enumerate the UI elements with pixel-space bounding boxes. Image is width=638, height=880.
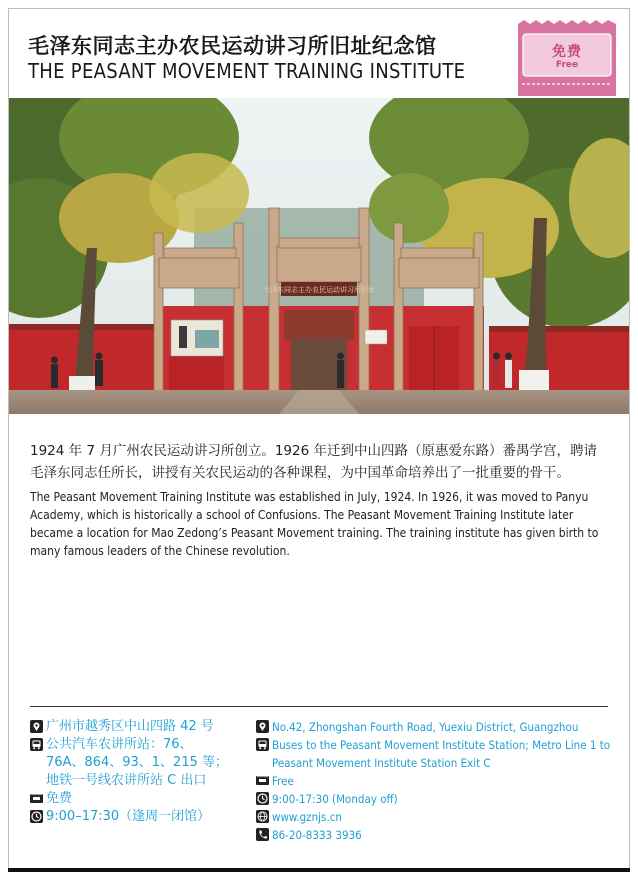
info-row-transit-zh	[30, 736, 230, 790]
hours-text-en: 9:00-17:30 (Monday off)	[272, 792, 398, 806]
globe-icon	[256, 810, 269, 823]
info-row-hours-en	[256, 790, 616, 808]
clock-icon	[256, 792, 269, 805]
info-row-admission-en	[256, 772, 616, 790]
free-ticket-badge	[516, 20, 618, 96]
institute-gate-photo	[9, 98, 629, 414]
ticket-icon	[30, 792, 43, 805]
bus-icon	[256, 738, 269, 751]
gate-plaque-text: 毛泽东同志主办农民运动讲习所旧址	[263, 286, 375, 294]
info-row-website	[256, 808, 616, 826]
address-text-zh: 广州市越秀区中山四路 42 号	[46, 719, 214, 734]
hours-text-zh: 9:00–17:30（逢周一闭馆）	[46, 809, 211, 824]
info-row-admission-zh	[30, 790, 230, 808]
admission-text-en: Free	[272, 774, 294, 788]
admission-text-zh: 免费	[46, 791, 73, 806]
bus-icon	[30, 738, 43, 751]
description-english: The Peasant Movement Training Institute was established in July, 1924. In 1926, it was moved to Panyu Academy, which is historically a school of Confusions. The Peasant Movement Training Institute later became a location for Mao Zedong’s Peasant Movement training. The training institute has given birth to many famous leaders of the Chinese revolution.	[30, 490, 599, 558]
info-row-address-zh	[30, 718, 230, 736]
clock-icon	[30, 810, 43, 823]
website-link[interactable]: www.gznjs.cn	[272, 810, 342, 824]
phone-number[interactable]: 86-20-8333 3936	[272, 828, 362, 842]
section-divider	[30, 706, 608, 707]
visitor-info-chinese	[30, 718, 230, 826]
location-icon	[30, 720, 43, 733]
page-title-english: THE PEASANT MOVEMENT TRAINING INSTITUTE	[28, 59, 466, 83]
info-row-hours-zh	[30, 808, 230, 826]
info-row-address-en	[256, 718, 616, 736]
location-icon	[256, 720, 269, 733]
ticket-label-english: Free	[555, 60, 579, 70]
bottom-border-bar	[8, 868, 630, 872]
ticket-label-chinese: 免费	[552, 44, 582, 60]
page-title-chinese: 毛泽东同志主办农民运动讲习所旧址纪念馆	[28, 34, 437, 58]
ticket-icon	[256, 774, 269, 787]
address-text-en: No.42, Zhongshan Fourth Road, Yuexiu District, Guangzhou	[272, 720, 579, 734]
transit-text-en: Buses to the Peasant Movement Institute Station; Metro Line 1 to Peasant Movement Institute Station Exit C	[272, 738, 611, 770]
transit-text-zh: 公共汽车农讲所站：76、76A、864、93、1、215 等；地铁一号线农讲所站 C 出口	[46, 737, 229, 788]
description-block	[30, 440, 608, 560]
visitor-info-english	[256, 718, 616, 844]
description-chinese: 1924 年 7 月广州农民运动讲习所创立。1926 年迁到中山四路（原惠爱东路）番禺学宫，聘请毛泽东同志任所长，讲授有关农民运动的各种课程，为中国革命培养出了一批重要的骨干。	[30, 443, 597, 481]
info-row-phone	[256, 826, 616, 844]
phone-icon	[256, 828, 269, 841]
info-row-transit-en	[256, 736, 616, 772]
